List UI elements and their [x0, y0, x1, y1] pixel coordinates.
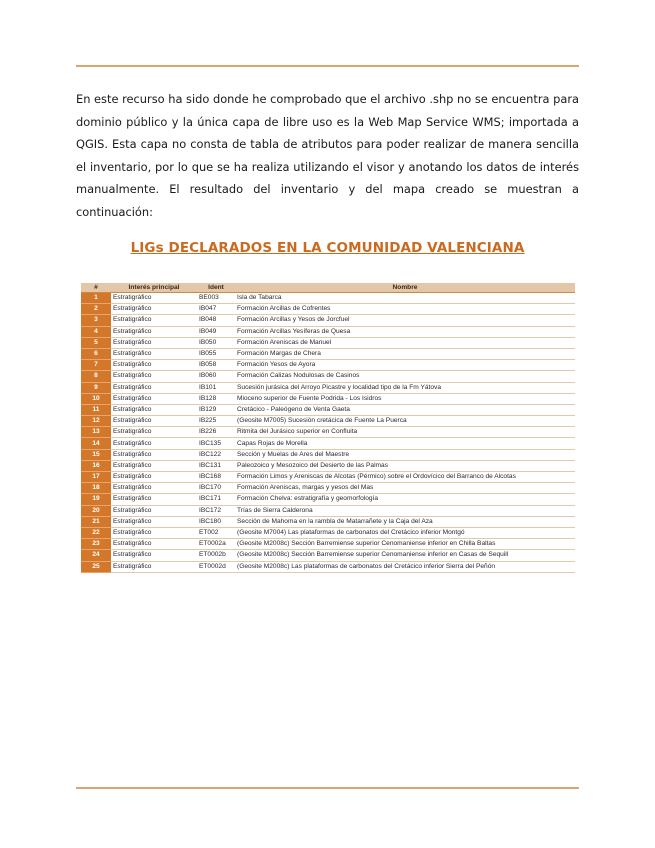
- row-ident: IB101: [197, 382, 235, 393]
- row-interest: Estratigráfico: [111, 483, 197, 494]
- row-name: Isla de Tabarca: [235, 293, 575, 304]
- row-number: 11: [81, 404, 111, 415]
- row-interest: Estratigráfico: [111, 460, 197, 471]
- table-row: [81, 438, 575, 449]
- row-number: 15: [81, 449, 111, 460]
- table-body: [81, 293, 575, 573]
- row-name: Formación Areniscas, margas y yesos del Mas: [235, 483, 575, 494]
- row-name: Formación Arcillas de Cofrentes: [235, 304, 575, 315]
- row-ident: IB129: [197, 404, 235, 415]
- row-interest: Estratigráfico: [111, 516, 197, 527]
- row-number: 7: [81, 360, 111, 371]
- bottom-divider: [76, 787, 579, 789]
- row-ident: IB060: [197, 371, 235, 382]
- row-ident: IB128: [197, 393, 235, 404]
- row-interest: Estratigráfico: [111, 337, 197, 348]
- row-number: 24: [81, 550, 111, 561]
- row-number: 1: [81, 293, 111, 304]
- row-ident: IBC135: [197, 438, 235, 449]
- row-interest: Estratigráfico: [111, 348, 197, 359]
- table-row: [81, 360, 575, 371]
- row-interest: Estratigráfico: [111, 293, 197, 304]
- row-ident: BE003: [197, 293, 235, 304]
- row-name: Paleozoico y Mesozoico del Desierto de las Palmas: [235, 460, 575, 471]
- row-ident: IB226: [197, 427, 235, 438]
- row-number: 6: [81, 348, 111, 359]
- row-number: 25: [81, 561, 111, 572]
- row-number: 3: [81, 315, 111, 326]
- row-number: 18: [81, 483, 111, 494]
- row-number: 19: [81, 494, 111, 505]
- table-row: [81, 539, 575, 550]
- row-ident: ET0002d: [197, 561, 235, 572]
- row-ident: IB048: [197, 315, 235, 326]
- row-interest: Estratigráfico: [111, 393, 197, 404]
- row-ident: ET0002a: [197, 539, 235, 550]
- row-ident: IB047: [197, 304, 235, 315]
- row-interest: Estratigráfico: [111, 416, 197, 427]
- row-name: (Geosite M2008c) Sección Barremiense superior Cenomaniense inferior en Casas de Sequill: [235, 550, 575, 561]
- row-number: 12: [81, 416, 111, 427]
- row-number: 22: [81, 527, 111, 538]
- row-number: 16: [81, 460, 111, 471]
- row-name: Sección y Muelas de Ares del Maestre: [235, 449, 575, 460]
- row-ident: IBC131: [197, 460, 235, 471]
- row-interest: Estratigráfico: [111, 449, 197, 460]
- table-row: [81, 304, 575, 315]
- table-title: LIGs DECLARADOS EN LA COMUNIDAD VALENCIANA: [130, 240, 525, 256]
- table-row: [81, 427, 575, 438]
- row-ident: IB225: [197, 416, 235, 427]
- row-number: 2: [81, 304, 111, 315]
- row-interest: Estratigráfico: [111, 527, 197, 538]
- table-row: [81, 326, 575, 337]
- table-row: [81, 404, 575, 415]
- table-row: [81, 393, 575, 404]
- table-row: [81, 505, 575, 516]
- row-name: Formación Yesos de Ayora: [235, 360, 575, 371]
- row-interest: Estratigráfico: [111, 315, 197, 326]
- row-name: Capas Rojas de Morella: [235, 438, 575, 449]
- intro-paragraph: En este recurso ha sido donde he comprobado que el archivo .shp no se encuentra para dominio público y la única capa de libre uso es la Web Map Service WMS; importada a QGIS. Esta capa no consta de tabla de atributos para poder realizar de manera sencilla el inventario, por lo que se ha realiza utilizando el visor y anotando los datos de interés manualmente. El resultado del inventario y del mapa creado se muestran a continuación:: [76, 92, 579, 219]
- table-header-row: [81, 283, 575, 293]
- row-number: 21: [81, 516, 111, 527]
- row-interest: Estratigráfico: [111, 326, 197, 337]
- header-number: #: [81, 283, 111, 293]
- row-name: Formación Areniscas de Manuel: [235, 337, 575, 348]
- row-number: 10: [81, 393, 111, 404]
- row-name: Ritmita del Jurásico superior en Confluita: [235, 427, 575, 438]
- row-interest: Estratigráfico: [111, 494, 197, 505]
- row-name: Trías de Sierra Calderona: [235, 505, 575, 516]
- row-interest: Estratigráfico: [111, 550, 197, 561]
- row-interest: Estratigráfico: [111, 360, 197, 371]
- row-name: Formación Calizas Nodulosas de Casinos: [235, 371, 575, 382]
- row-interest: Estratigráfico: [111, 404, 197, 415]
- row-ident: IBC171: [197, 494, 235, 505]
- row-number: 17: [81, 472, 111, 483]
- row-ident: IB050: [197, 337, 235, 348]
- table-row: [81, 483, 575, 494]
- row-ident: IBC172: [197, 505, 235, 516]
- row-ident: ET0002b: [197, 550, 235, 561]
- row-ident: IBC168: [197, 472, 235, 483]
- row-interest: Estratigráfico: [111, 371, 197, 382]
- row-interest: Estratigráfico: [111, 561, 197, 572]
- row-interest: Estratigráfico: [111, 539, 197, 550]
- row-number: 13: [81, 427, 111, 438]
- row-number: 8: [81, 371, 111, 382]
- row-interest: Estratigráfico: [111, 382, 197, 393]
- row-name: (Geosite M7005) Sucesión cretácica de Fuente La Puerca: [235, 416, 575, 427]
- row-name: (Geosite M7004) Las plataformas de carbonatos del Cretácico inferior Montgó: [235, 527, 575, 538]
- row-number: 4: [81, 326, 111, 337]
- row-name: Sección de Mahoma en la rambla de Matarrañete y la Caja del Aza: [235, 516, 575, 527]
- row-interest: Estratigráfico: [111, 505, 197, 516]
- row-name: Formación Arcillas Yesíferas de Quesa: [235, 326, 575, 337]
- row-interest: Estratigráfico: [111, 472, 197, 483]
- table-row: [81, 527, 575, 538]
- top-divider: [76, 65, 579, 67]
- row-ident: IB058: [197, 360, 235, 371]
- row-interest: Estratigráfico: [111, 438, 197, 449]
- lig-table: [81, 283, 575, 573]
- table-row: [81, 516, 575, 527]
- table-row: [81, 348, 575, 359]
- row-ident: ET002: [197, 527, 235, 538]
- row-ident: IB055: [197, 348, 235, 359]
- row-number: 20: [81, 505, 111, 516]
- row-name: Formación Chelva: estratigrafía y geomorfología: [235, 494, 575, 505]
- row-interest: Estratigráfico: [111, 304, 197, 315]
- row-number: 9: [81, 382, 111, 393]
- header-ident: Ident: [197, 283, 235, 293]
- row-name: Mioceno superior de Fuente Podrida - Los Isidros: [235, 393, 575, 404]
- row-number: 23: [81, 539, 111, 550]
- table-row: [81, 472, 575, 483]
- header-name: Nombre: [235, 283, 575, 293]
- header-interest: Interés principal: [111, 283, 197, 293]
- row-ident: IB049: [197, 326, 235, 337]
- row-ident: IBC180: [197, 516, 235, 527]
- table-row: [81, 460, 575, 471]
- table-row: [81, 371, 575, 382]
- table-row: [81, 449, 575, 460]
- table-row: [81, 337, 575, 348]
- table-row: [81, 494, 575, 505]
- row-ident: IBC170: [197, 483, 235, 494]
- row-name: Formación Arcillas y Yesos de Jorcfuel: [235, 315, 575, 326]
- table-row: [81, 293, 575, 304]
- table-row: [81, 416, 575, 427]
- row-name: Cretácico - Paleógeno de Venta Gaeta: [235, 404, 575, 415]
- row-number: 14: [81, 438, 111, 449]
- row-interest: Estratigráfico: [111, 427, 197, 438]
- row-name: Formación Limos y Areniscas de Alcotas (Pérmico) sobre el Ordovícico del Barranco de Alcotas: [235, 472, 575, 483]
- table-row: [81, 315, 575, 326]
- row-ident: IBC122: [197, 449, 235, 460]
- table-row: [81, 561, 575, 572]
- row-name: Formación Margas de Chera: [235, 348, 575, 359]
- row-name: (Geosite M2008c) Sección Barremiense superior Cenomaniense inferior en Chilla Baltas: [235, 539, 575, 550]
- row-name: (Geosite M2008c) Las plataformas de carbonatos del Cretácico inferior Sierra del Peñón: [235, 561, 575, 572]
- row-name: Sucesión jurásica del Arroyo Picastre y localidad tipo de la Fm Yátova: [235, 382, 575, 393]
- row-number: 5: [81, 337, 111, 348]
- table-row: [81, 550, 575, 561]
- table-row: [81, 382, 575, 393]
